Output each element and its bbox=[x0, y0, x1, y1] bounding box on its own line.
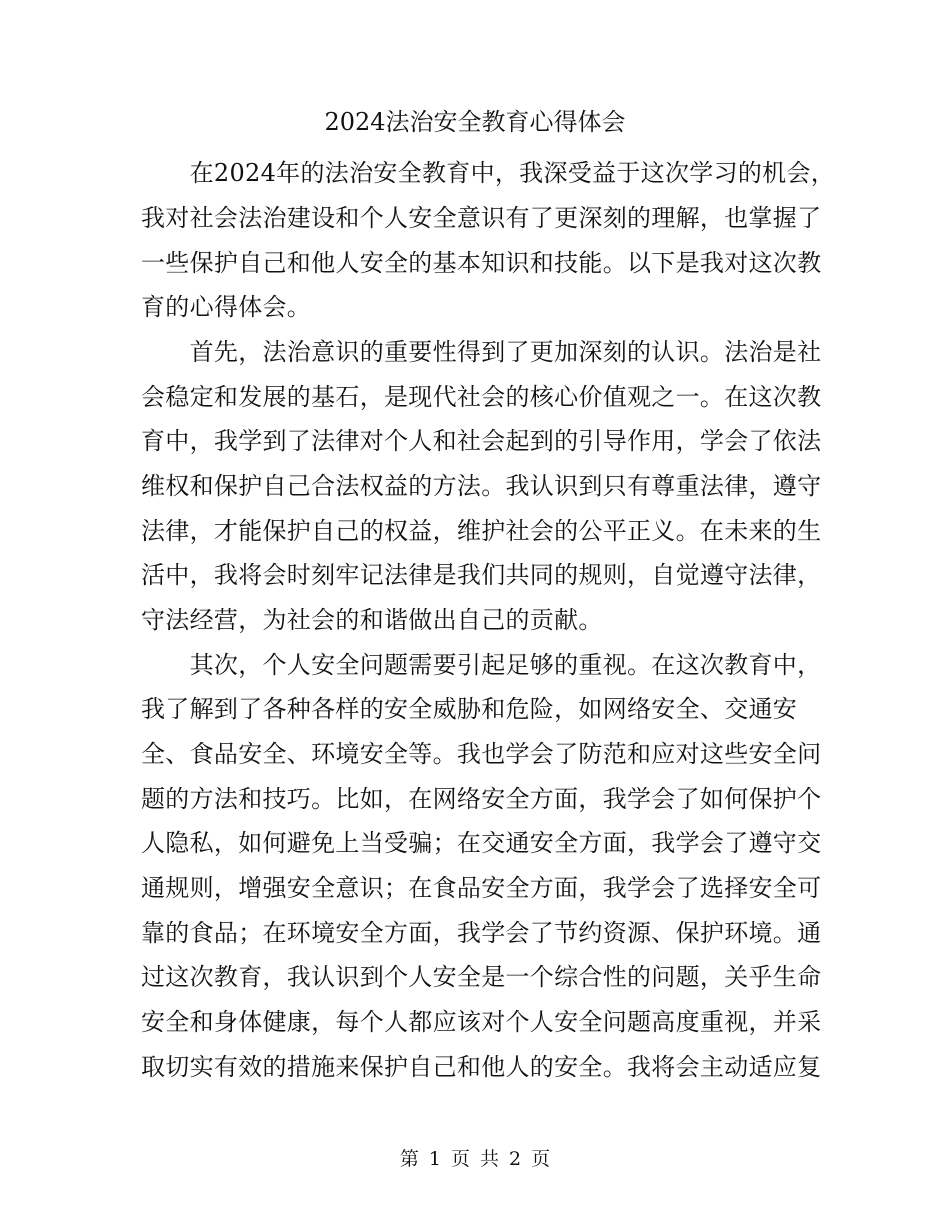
text-line: 取切实有效的措施来保护自己和他人的安全。我将会主动适应复 bbox=[141, 1053, 822, 1081]
text-line: 育的心得体会。 bbox=[141, 293, 312, 321]
text-line: 维权和保护自己合法权益的方法。我认识到只有尊重法律，遵守 bbox=[141, 472, 822, 500]
text-line: 题的方法和技巧。比如，在网络安全方面，我学会了如何保护个 bbox=[141, 785, 822, 813]
text-line: 守法经营，为社会的和谐做出自己的贡献。 bbox=[141, 606, 603, 634]
text-line: 法律，才能保护自己的权益，维护社会的公平正义。在未来的生 bbox=[141, 517, 822, 545]
text-line: 过这次教育，我认识到个人安全是一个综合性的问题，关乎生命 bbox=[141, 963, 822, 991]
text-line: 首先，法治意识的重要性得到了更加深刻的认识。法治是社 bbox=[141, 338, 822, 366]
text-line: 一些保护自己和他人安全的基本知识和技能。以下是我对这次教 bbox=[141, 249, 822, 277]
page-footer: 第 1 页 共 2 页 bbox=[399, 1148, 551, 1170]
text-line: 其次，个人安全问题需要引起足够的重视。在这次教育中， bbox=[141, 651, 822, 679]
text-line: 人隐私，如何避免上当受骗；在交通安全方面，我学会了遵守交 bbox=[141, 829, 822, 857]
text-line: 活中，我将会时刻牢记法律是我们共同的规则，自觉遵守法律， bbox=[141, 561, 822, 589]
text-line: 在2024年的法治安全教育中，我深受益于这次学习的机会， bbox=[141, 159, 836, 187]
text-line: 育中，我学到了法律对个人和社会起到的引导作用，学会了依法 bbox=[141, 427, 822, 455]
document-title: 2024法治安全教育心得体会 bbox=[324, 108, 626, 136]
text-line: 安全和身体健康，每个人都应该对个人安全问题高度重视，并采 bbox=[141, 1008, 822, 1036]
text-line: 我了解到了各种各样的安全威胁和危险，如网络安全、交通安 bbox=[141, 695, 798, 723]
text-line: 靠的食品；在环境安全方面，我学会了节约资源、保护环境。通 bbox=[141, 919, 822, 947]
text-line: 会稳定和发展的基石，是现代社会的核心价值观之一。在这次教 bbox=[141, 383, 822, 411]
text-line: 我对社会法治建设和个人安全意识有了更深刻的理解，也掌握了 bbox=[141, 204, 822, 232]
text-line: 通规则，增强安全意识；在食品安全方面，我学会了选择安全可 bbox=[141, 874, 822, 902]
text-line: 全、食品安全、环境安全等。我也学会了防范和应对这些安全问 bbox=[141, 740, 822, 768]
